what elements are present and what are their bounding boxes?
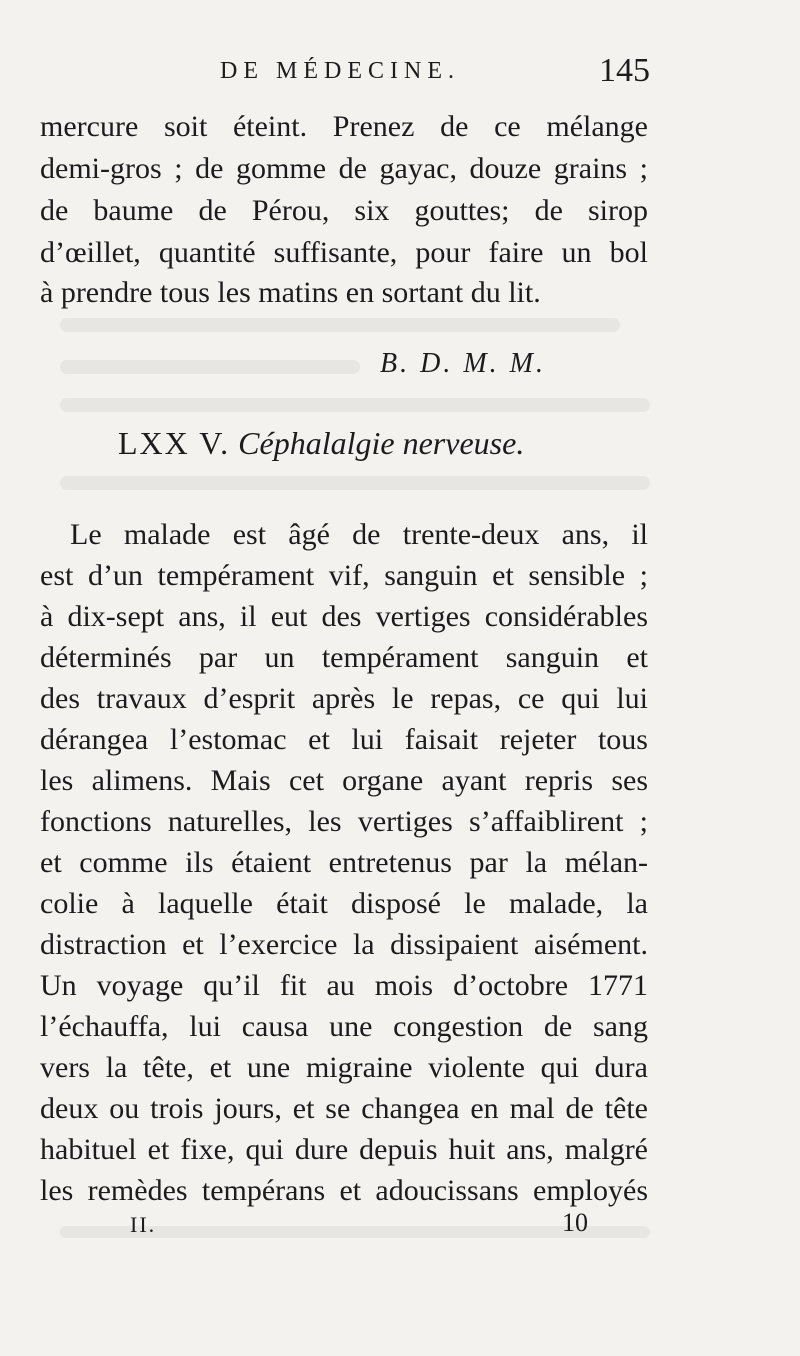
text-line: distraction et l’exercice la dissipaient aisément. <box>40 928 648 961</box>
text-line: les alimens. Mais cet organe ayant repris ses <box>40 764 648 797</box>
signature-initials: B. D. M. M. <box>380 348 546 379</box>
text-line: à dix-sept ans, il eut des vertiges considérables <box>40 600 648 633</box>
section-heading <box>118 425 524 462</box>
page-header <box>210 52 650 96</box>
text-line: vers la tête, et une migraine violente qui dura <box>40 1051 648 1084</box>
page-number: 145 <box>599 52 650 89</box>
text-line: l’échauffa, lui causa une congestion de sang <box>40 1010 648 1043</box>
text-line: et comme ils étaient entretenus par la mélan- <box>40 846 648 879</box>
text-line: de baume de Pérou, six gouttes; de sirop <box>40 194 648 227</box>
section-number: LXX V. <box>118 425 231 461</box>
text-line: fonctions naturelles, les vertiges s’affaiblirent ; <box>40 805 648 838</box>
text-line: d’œillet, quantité suffisante, pour faire un bol <box>40 236 648 269</box>
running-title: DE MÉDECINE. <box>220 58 460 84</box>
text-line: déterminés par un tempérament sanguin et <box>40 641 648 674</box>
text-line: demi-gros ; de gomme de gayac, douze grains ; <box>40 152 648 185</box>
signature-mark: 10 <box>562 1208 588 1237</box>
text-line: dérangea l’estomac et lui faisait rejeter tous <box>40 723 648 756</box>
section-title: Céphalalgie nerveuse. <box>238 425 525 461</box>
text-line: colie à laquelle était disposé le malade, la <box>40 887 648 920</box>
text-line: est d’un tempérament vif, sanguin et sensible ; <box>40 559 648 592</box>
text-line: Le malade est âgé de trente-deux ans, il <box>70 518 648 551</box>
volume-number: II. <box>130 1212 157 1237</box>
text-line: les remèdes tempérans et adoucissans employés <box>40 1174 648 1207</box>
text-line: habituel et fixe, qui dure depuis huit ans, malgré <box>40 1133 648 1166</box>
text-line: des travaux d’esprit après le repas, ce qui lui <box>40 682 648 715</box>
text-line: deux ou trois jours, et se changea en mal de tête <box>40 1092 648 1125</box>
text-line: à prendre tous les matins en sortant du lit. <box>40 276 541 309</box>
text-line: Un voyage qu’il fit au mois d’octobre 1771 <box>40 969 648 1002</box>
text-line: mercure soit éteint. Prenez de ce mélange <box>40 110 648 143</box>
